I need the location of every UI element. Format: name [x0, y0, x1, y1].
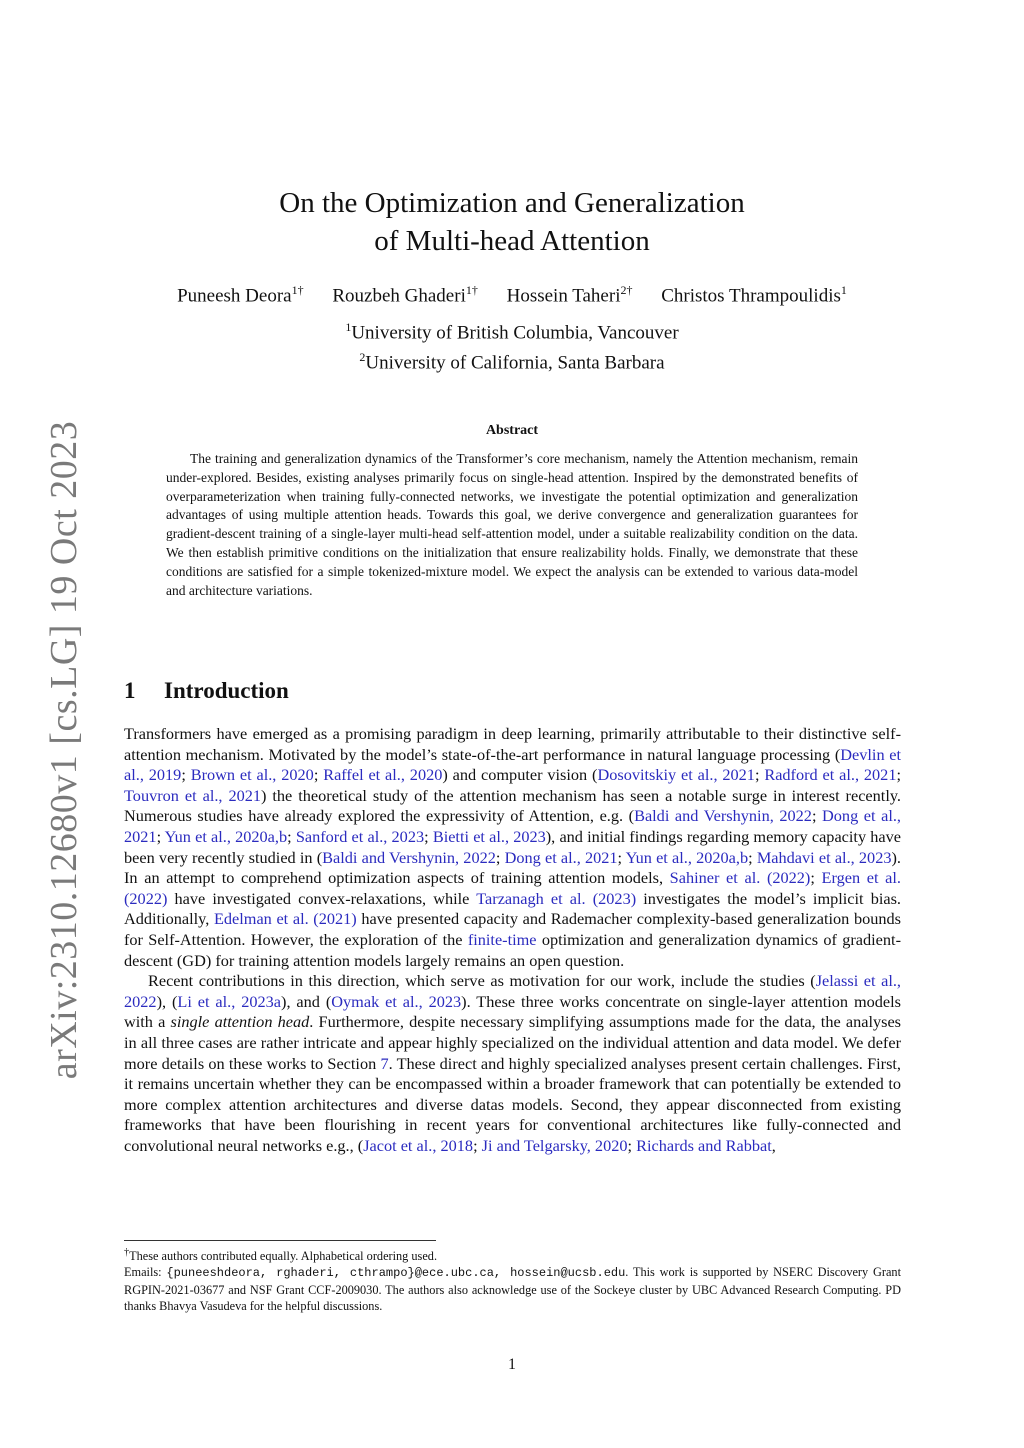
section-heading-introduction — [124, 678, 289, 704]
citation-link[interactable]: Richards and Rabbat — [636, 1135, 772, 1155]
abstract-heading: Abstract — [485, 423, 539, 438]
citation-link[interactable]: Tarzanagh et al. (2023) — [476, 888, 637, 908]
footnotes — [124, 1245, 901, 1314]
page-number: 1 — [508, 1356, 516, 1373]
author-list — [0, 283, 1024, 307]
author-emails: {puneeshdeora, rghaderi, cthrampo}@ece.ubc.ca, hossein@ucsb.edu — [166, 1266, 626, 1281]
citation-link[interactable]: Ergen et al. (2022) — [124, 868, 902, 908]
title-line-2: of Multi-head Attention — [374, 225, 650, 257]
citation-link[interactable]: Raffel et al., 2020 — [323, 765, 443, 785]
arxiv-identifier-stamp: arXiv:2310.12680v1 [cs.LG] 19 Oct 2023 — [43, 420, 85, 1080]
emphasis-single-head: single attention head — [170, 1012, 310, 1032]
citation-link[interactable]: Baldi and Vershynin, 2022 — [322, 847, 496, 867]
author-2: Rouzbeh Ghaderi$^{1\dagger}$ — [332, 283, 478, 307]
title-line-1: On the Optimization and Generalization — [279, 187, 745, 219]
citation-link[interactable]: Dong et al., 2021 — [124, 806, 901, 846]
citation-link[interactable]: Baldi and Vershynin, 2022 — [634, 806, 812, 826]
citation-link[interactable]: Dong et al., 2021 — [504, 847, 618, 867]
section-number: 1 — [124, 678, 136, 703]
citation-link[interactable]: Mahdavi et al., 2023 — [756, 847, 892, 867]
citation-link[interactable]: Brown et al., 2020 — [190, 765, 314, 785]
author-1: Puneesh Deora$^{1\dagger}$ — [177, 283, 304, 307]
citation-link[interactable]: Jacot et al., 2018 — [363, 1135, 474, 1155]
citation-link[interactable]: Li et al., 2023a — [177, 991, 282, 1011]
citation-link[interactable]: Dosovitskiy et al., 2021 — [597, 765, 755, 785]
affiliation-2: $^2$University of California, Santa Barbara — [359, 350, 665, 374]
section-ref-link[interactable]: 7 — [380, 1053, 389, 1073]
citation-link[interactable]: Touvron et al., 2021 — [124, 785, 262, 805]
paper-title — [0, 184, 1024, 260]
citation-link[interactable]: Yun et al., 2020a,b — [625, 847, 749, 867]
citation-link[interactable]: Bietti et al., 2023 — [432, 826, 546, 846]
intro-paragraph-1: Transformers have emerged as a promising paradigm in deep learning, primarily attributable to their distinctive self-attention mechanism. Motivated by the model’s state-of-the-art performance in natural language processing (Devlin et al., 2019; Brown et al., 2020; Raffel et al., 2020) and computer vision (Dosovitskiy et al., 2021; Radford et al., 2021; Touvron et al., 2021) the theoretical study of the attention mechanism has seen a notable surge in interest recently. Numerous studies have already explored the expressivity of Attention, e.g. (Baldi and Vershynin, 2022; Dong et al., 2021; Yun et al., 2020a,b; Sanford et al., 2023; Bietti et al., 2023), and initial findings regarding memory capacity have been very recently studied in (Baldi and Vershynin, 2022; Dong et al., 2021; Yun et al., 2020a,b; Mahdavi et al., 2023). In an attempt to comprehend optimization aspects of training attention models, Sahiner et al. (2022); Ergen et al. (2022) have investigated convex-relaxations, while Tarzanagh et al. (2023) investigates the model’s implicit bias. Additionally, Edelman et al. (2021) have presented capacity and Rademacher complexity-based generalization bounds for Self-Attention. However, the exploration of the finite-time optimization and generalization dynamics of gradient-descent (GD) for training attention models largely remains an open question. — [124, 724, 902, 970]
introduction-body — [124, 724, 901, 1156]
affiliation-1: $^1$University of British Columbia, Vancouver — [345, 320, 679, 344]
citation-link[interactable]: Yun et al., 2020a,b — [164, 826, 288, 846]
section-title: Introduction — [164, 678, 289, 703]
citation-link[interactable]: Devlin et al., 2019 — [124, 744, 901, 785]
author-4: Christos Thrampoulidis$^1$ — [661, 283, 847, 307]
citation-link[interactable]: Oymak et al., 2023 — [331, 991, 462, 1011]
footnote-emails: Emails: {puneeshdeora, rghaderi, cthrampo}@ece.ubc.ca, hossein@ucsb.edu. This work is supported by NSERC Discovery Grant RGPIN-2021-03677 and NSF Grant CCF-2009030. The authors also acknowledge use of the Sockeye cluster by UBC Advanced Research Computing. PD thanks Bhavya Vasudeva for the helpful discussions. — [124, 1265, 901, 1313]
citation-link[interactable]: Ji and Telgarsky, 2020 — [481, 1135, 628, 1155]
citation-link[interactable]: Radford et al., 2021 — [764, 765, 897, 785]
author-3: Hossein Taheri$^{2\dagger}$ — [506, 283, 633, 307]
citation-link[interactable]: finite-time — [467, 929, 537, 949]
citation-link[interactable]: Sahiner et al. (2022) — [669, 868, 811, 888]
affiliations — [0, 315, 1024, 376]
citation-link[interactable]: Jelassi et al., 2022 — [124, 971, 902, 1011]
footnote-equal-contribution: †These authors contributed equally. Alphabetical ordering used. — [124, 1247, 438, 1264]
citation-link[interactable]: Sanford et al., 2023 — [295, 826, 425, 846]
footnote-divider — [124, 1240, 436, 1241]
intro-paragraph-2: Recent contributions in this direction, which serve as motivation for our work, include the studies (Jelassi et al., 2022), (Li et al., 2023a), and (Oymak et al., 2023). These three works concentrate on single-layer attention models with a single attention head. Furthermore, despite necessary simplifying assumptions made for the data, the analyses in all three cases are rather intricate and appear highly specialized on the individual attention and data model. We defer more details on these works to Section 7. These direct and highly specialized analyses present certain challenges. First, it remains uncertain whether they can be encompassed within a broader framework that can potentially be extended to more complex attention architectures and diverse datas models. Second, they appear disconnected from existing frameworks that have been flourishing in recent years for conventional architectures like fully-connected and convolutional neural networks e.g., (Jacot et al., 2018; Ji and Telgarsky, 2020; Richards and Rabbat, — [124, 971, 902, 1155]
citation-link[interactable]: Edelman et al. (2021) — [213, 909, 357, 929]
abstract-text: The training and generalization dynamics of the Transformer’s core mechanism, namely the Attention mechanism, remain under-explored. Besides, existing analyses primarily focus on single-head attention. Inspired by the demonstrated benefits of overparameterization when training fully-connected networks, we investigate the potential optimization and generalization advantages of using multiple attention heads. Towards this goal, we derive convergence and generalization guarantees for gradient-descent training of a single-layer multi-head self-attention model, under a suitable realizability condition on the data. We then establish primitive conditions on the initialization that ensure realizability holds. Finally, we demonstrate that these conditions are satisfied for a simple tokenized-mixture model. We expect the analysis can be extended to various data-model and architecture variations. — [166, 451, 858, 598]
